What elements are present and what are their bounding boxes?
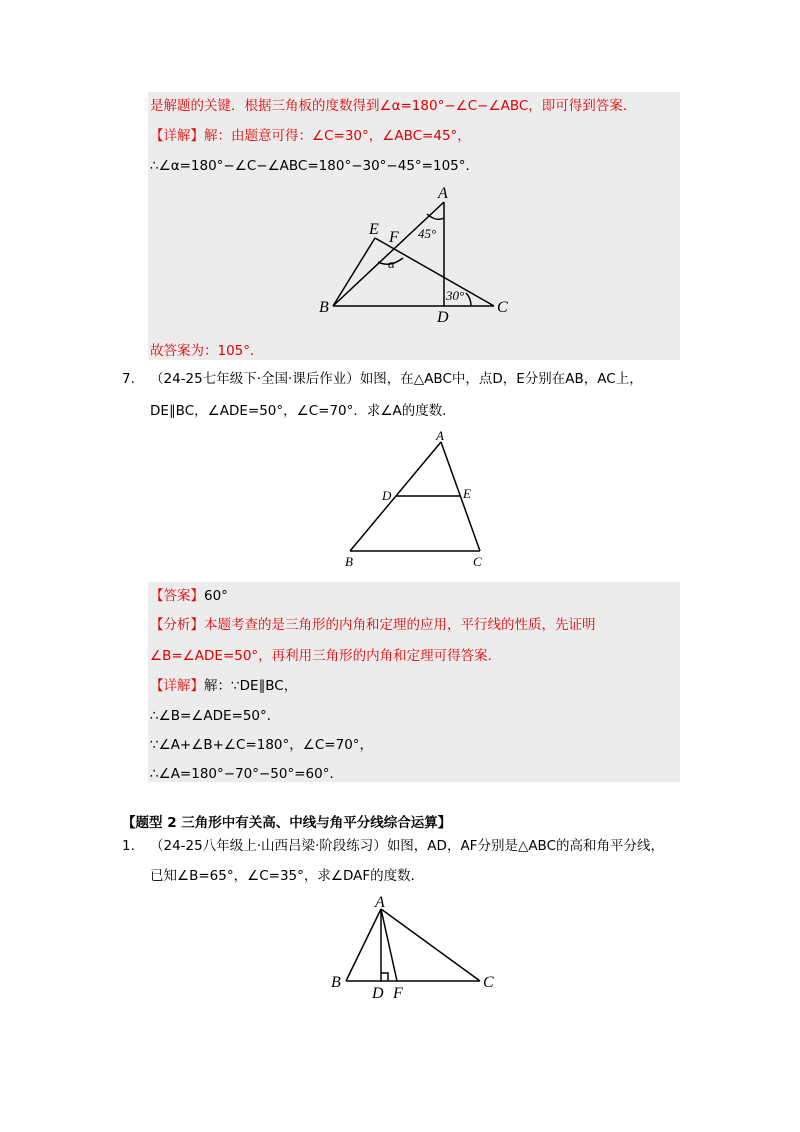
solution6-equation: ∴∠α=180°−∠C−∠ABC=180°−30°−45°=105°． xyxy=(150,158,479,174)
detail-label: 【详解】 xyxy=(150,128,204,144)
fig3-label-A: A xyxy=(375,894,385,911)
fig1-label-B: B xyxy=(319,299,329,316)
fig1-label-A: A xyxy=(438,185,448,202)
solution7-step1: ∴∠B=∠ADE=50°． xyxy=(150,708,281,724)
fig2-label-D: D xyxy=(382,488,392,503)
fig2-label-C: C xyxy=(473,554,482,569)
fig1-angle-45: 45° xyxy=(418,226,437,241)
q7-text1: 如图，在△ABC中，点D，E分别在AB，AC上， xyxy=(359,371,643,387)
fig2-label-B: B xyxy=(345,554,353,569)
answer-value: 60° xyxy=(204,588,228,604)
fig3-label-C: C xyxy=(483,974,494,991)
fig1-label-D: D xyxy=(437,309,449,326)
detail-text: 解：由题意可得：∠C=30°，∠ABC=45°， xyxy=(204,128,471,144)
fig3-label-B: B xyxy=(331,974,341,991)
solution7-analysis-line2: ∠B=∠ADE=50°，再利用三角形的内角和定理可得答案． xyxy=(150,648,502,664)
q7-line2: DE∥BC，∠ADE=50°，∠C=70°．求∠A的度数． xyxy=(150,403,456,419)
q1-number: 1. xyxy=(122,838,135,854)
analysis-label: 【分析】 xyxy=(150,617,204,633)
q1-source: （24-25八年级上·山西吕梁·阶段练习） xyxy=(150,838,387,854)
fig1-angle-30: 30° xyxy=(446,288,465,303)
analysis-text: 本题考查的是三角形的内角和定理的应用，平行线的性质，先证明 xyxy=(204,617,596,633)
fig3-label-D: D xyxy=(372,985,384,1002)
section-title: 【题型 2 三角形中有关高、中线与角平分线综合运算】 xyxy=(122,815,452,831)
fig3-label-F: F xyxy=(393,985,403,1002)
fig1-label-C: C xyxy=(497,299,508,316)
q7-source: （24-25七年级下·全国·课后作业） xyxy=(150,371,360,387)
fig2-label-E: E xyxy=(463,486,471,501)
q1-line2: 已知∠B=65°，∠C=35°，求∠DAF的度数． xyxy=(150,868,425,884)
q1-text1: 如图，AD，AF分别是△ABC的高和角平分线， xyxy=(386,838,665,854)
fig1-label-F: F xyxy=(389,229,399,246)
answer-label: 【答案】 xyxy=(150,588,204,604)
fig1-label-E: E xyxy=(369,221,379,238)
fig2-label-A: A xyxy=(436,428,444,443)
fig1-alpha: α xyxy=(388,256,395,271)
solution7-step3: ∴∠A=180°−70°−50°=60°． xyxy=(150,766,343,782)
solution6-line1: 是解题的关键．根据三角板的度数得到∠α=180°−∠C−∠ABC，即可得到答案． xyxy=(150,98,637,114)
solution6-answer: 故答案为：105°． xyxy=(150,343,264,359)
q7-number: 7. xyxy=(122,371,135,387)
solution7-step2: ∵∠A+∠B+∠C=180°，∠C=70°， xyxy=(150,737,374,753)
detail-label-7: 【详解】 xyxy=(150,678,204,694)
detail-text-7: 解：∵DE∥BC， xyxy=(204,678,298,694)
